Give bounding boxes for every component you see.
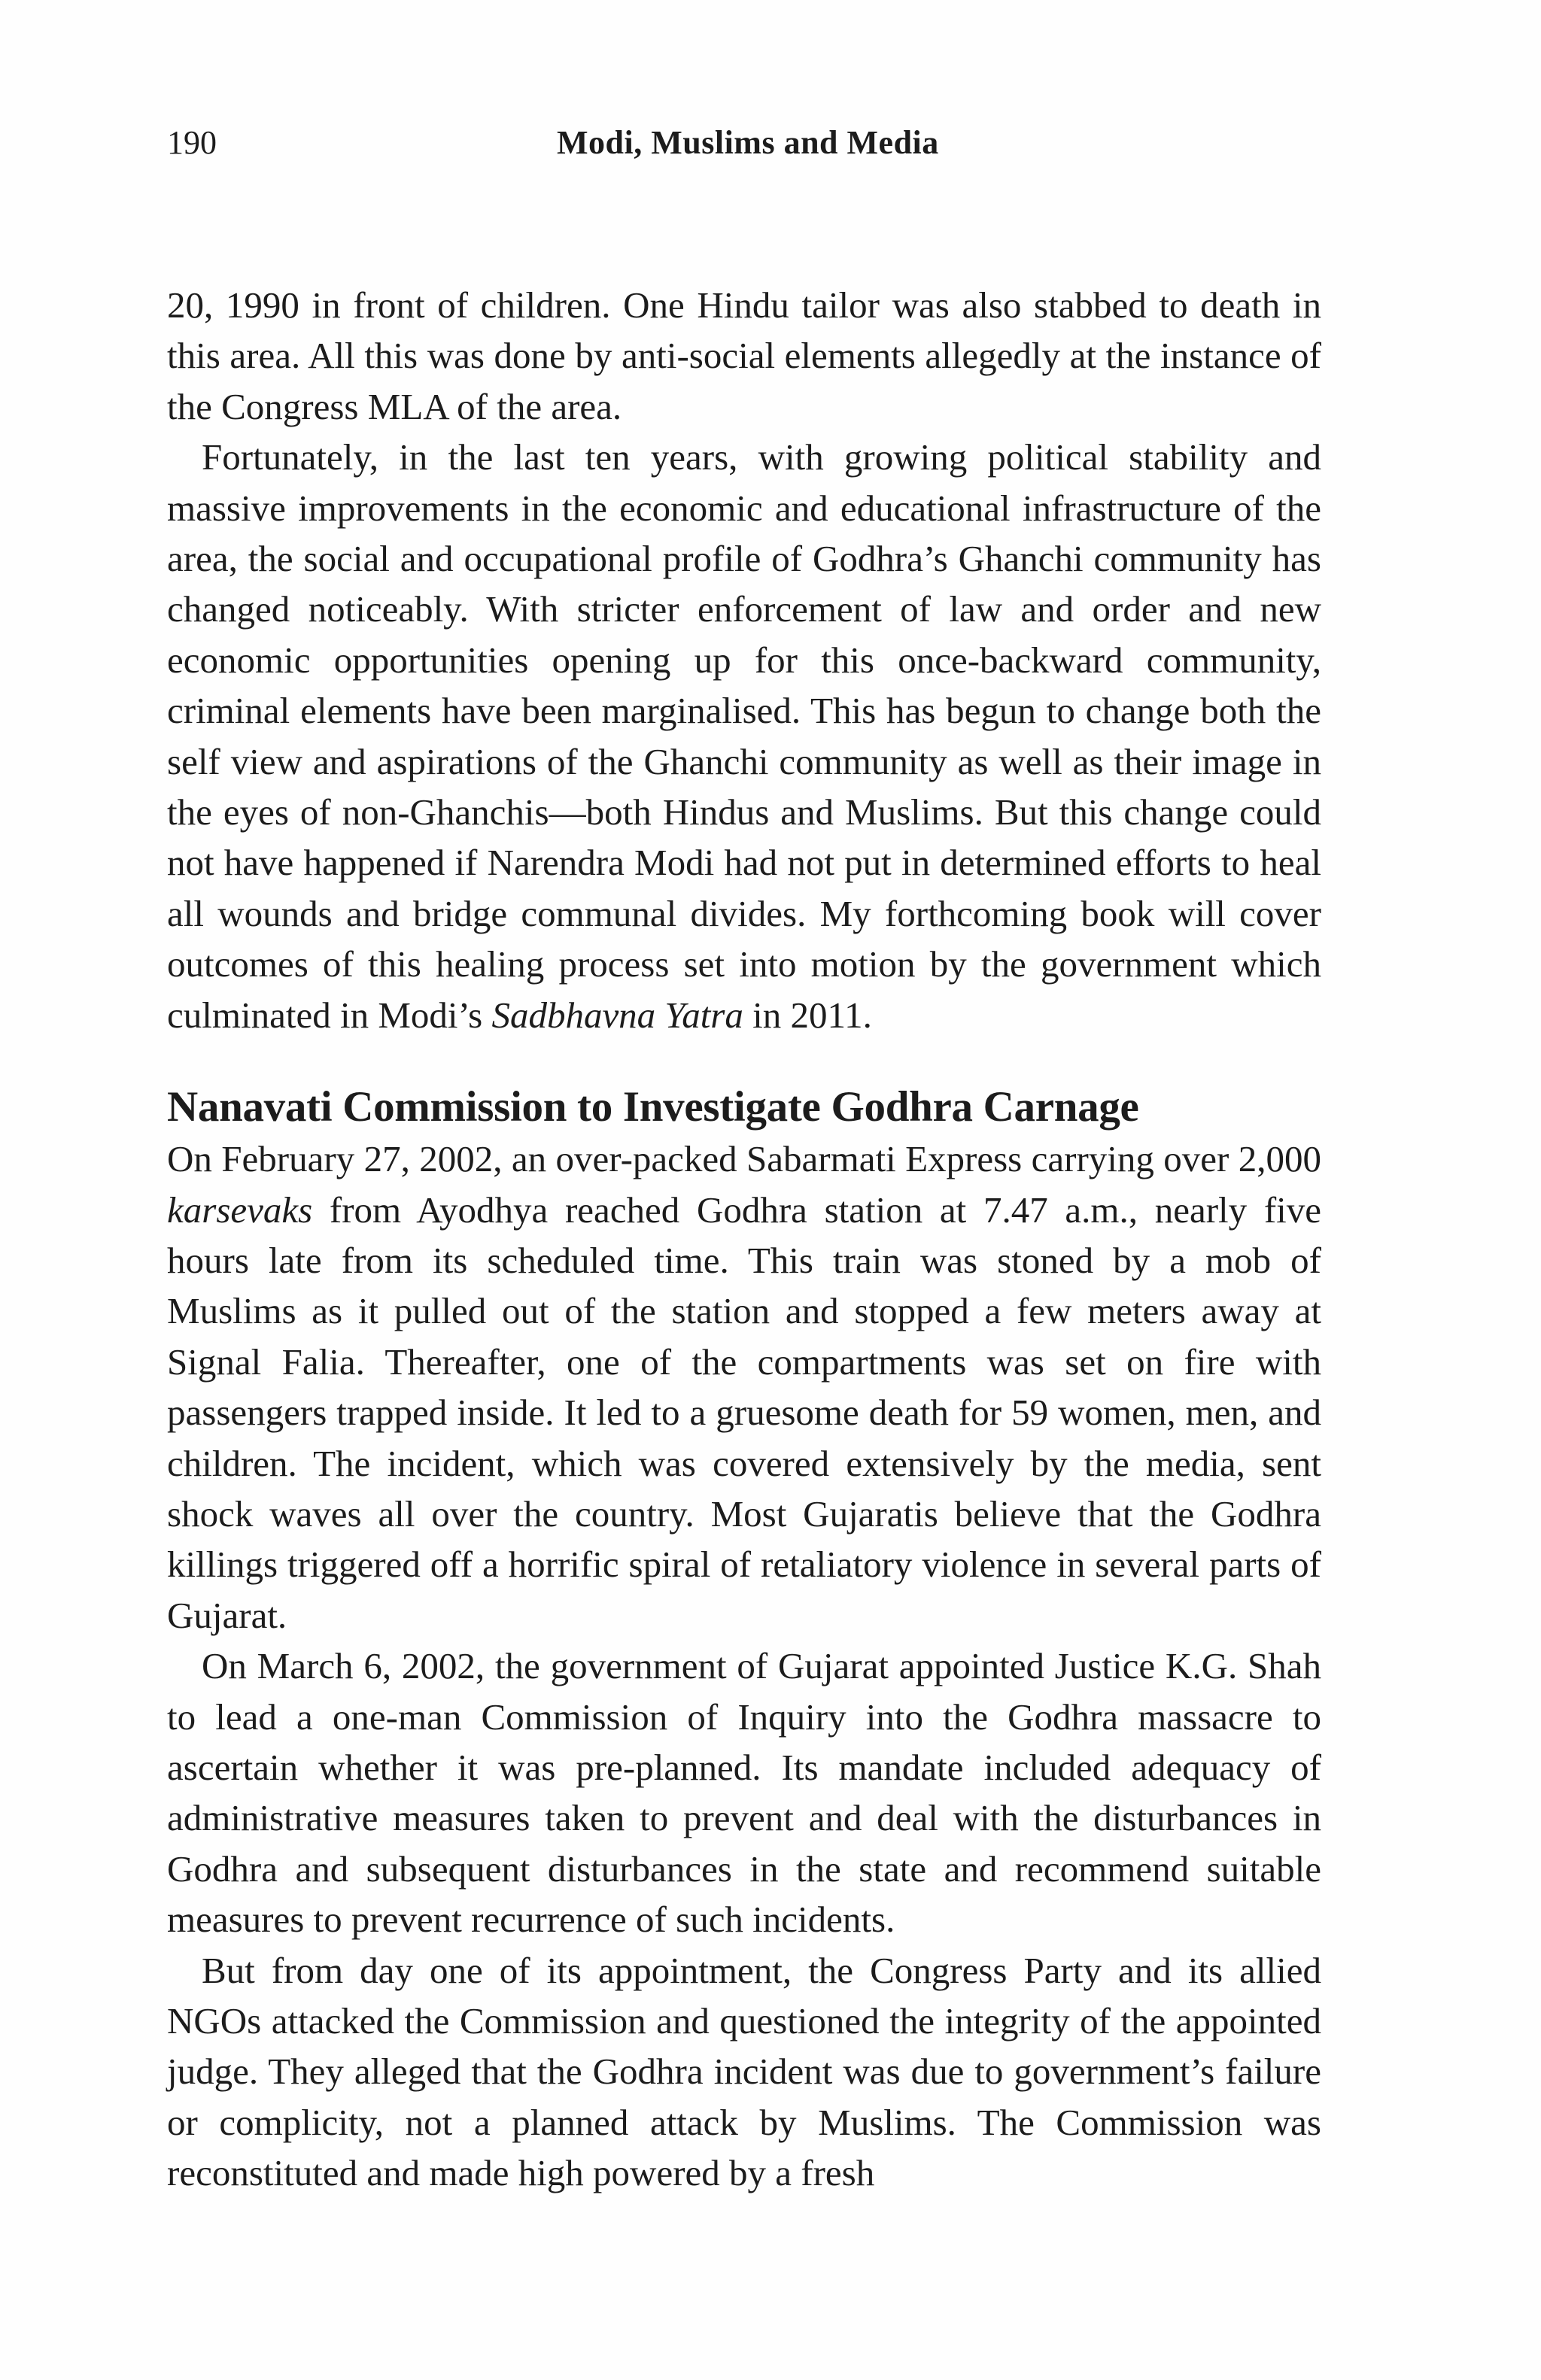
book-title: Modi, Muslims and Media xyxy=(557,124,939,161)
paragraph-continued: 20, 1990 in front of children. One Hindu tailor was also stabbed to death in this area. All this was done by anti-social elements allegedly at the instance of the Congress MLA of the area. xyxy=(167,284,1321,427)
paragraph-congress-attack: But from day one of its appointment, the Congress Party and its allied NGOs attacked the Commission and questioned the integrity of the appointed judge. They alleged that the Godhra incident was due to government’s failure or complicity, not a planned attack by Muslims. The Commission was reconstituted and made high powered by a fresh xyxy=(167,1949,1321,2194)
body-text xyxy=(167,280,1321,2199)
page-number: 190 xyxy=(167,124,217,161)
paragraph-ghanchi-community xyxy=(167,432,1321,1040)
paragraph-text: On February 27, 2002, an over-packed Sabarmati Express carrying over 2,000 xyxy=(167,1138,1321,1180)
running-header xyxy=(167,120,1321,165)
paragraph-text-end: from Ayodhya reached Godhra station at 7.47 a.m., nearly five hours late from its scheduled time. This train was stoned by a mob of Muslims as it pulled out of the station and stopped a few meters away at Signal Falia. Thereafter, one of the compartments was set on fire with passengers trapped inside. It led to a gruesome death for 59 women, men, and children. The incident, which was covered extensively by the media, sent shock waves all over the country. Most Gujaratis believe that the Godhra killings triggered off a horrific spiral of retaliatory violence in several parts of Gujarat. xyxy=(167,1188,1321,1636)
paragraph-text: Fortunately, in the last ten years, with growing political stability and massive improvements in the economic and educational infrastructure of the area, the social and occupational profile of Godhra’s Ghanchi community has changed noticeably. With stricter enforcement of law and order and new economic opportunities opening up for this once-backward community, criminal elements have been marginalised. This has begun to change both the self view and aspirations of the Ghanchi community as well as their image in the eyes of non-Ghanchis—both Hindus and Muslims. But this change could not have happened if Narendra Modi had not put in determined efforts to heal all wounds and bridge communal divides. My forthcoming book will cover outcomes of this healing process set into motion by the government which culminated in Modi’s xyxy=(167,436,1321,1036)
paragraph-commission-appointed: On March 6, 2002, the government of Gujarat appointed Justice K.G. Shah to lead a one-man Commission of Inquiry into the Godhra massacre to ascertain whether it was pre-planned. Its mandate included adequacy of administrative measures taken to prevent and deal with the disturbances in Godhra and subsequent disturbances in the state and recommend suitable measures to prevent recurrence of such incidents. xyxy=(167,1645,1321,1941)
italic-term: karsevaks xyxy=(167,1188,313,1231)
section-heading: Nanavati Commission to Investigate Godhra Carnage xyxy=(167,1083,1139,1131)
italic-term: Sadbhavna Yatra xyxy=(491,994,743,1036)
paragraph-godhra-incident xyxy=(167,1134,1321,1641)
book-page xyxy=(167,120,1321,2199)
paragraph-text-end: in 2011. xyxy=(743,994,872,1036)
